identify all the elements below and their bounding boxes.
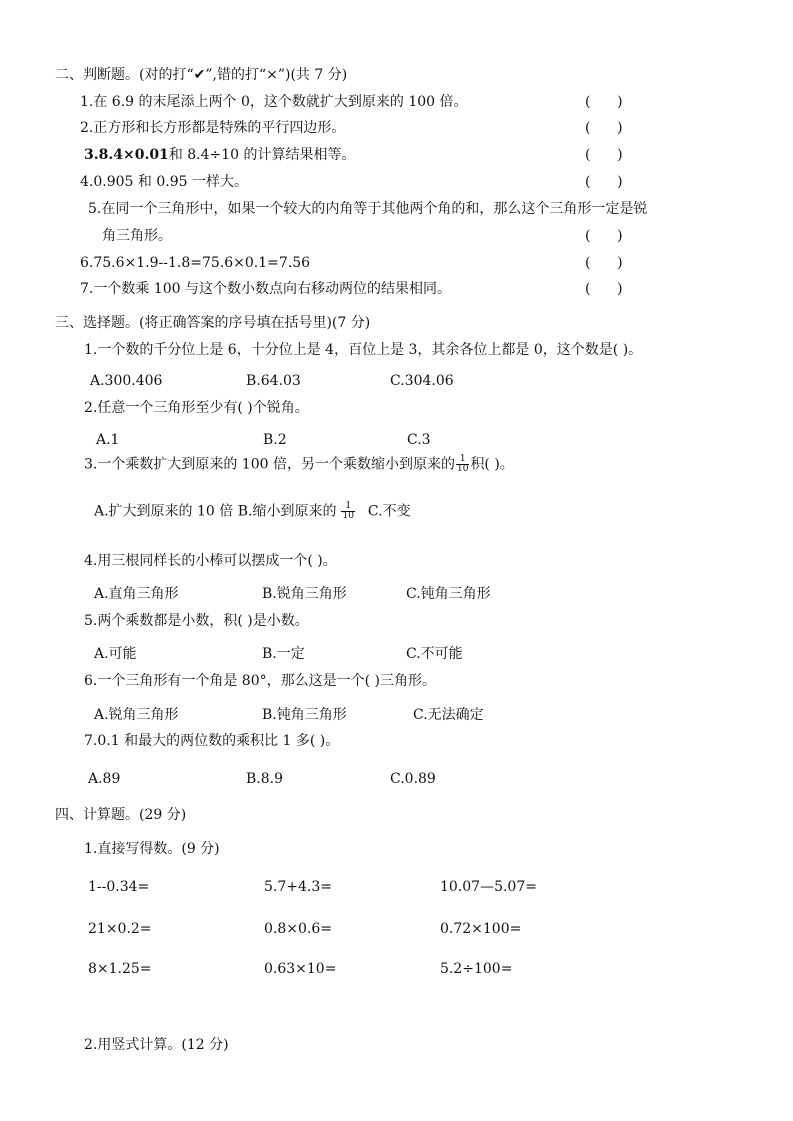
calc-item: 10.07—5.07= [440, 879, 537, 895]
choice-q7-option-b[interactable]: B.8.9 [246, 771, 284, 787]
answer-paren[interactable]: ( ) [585, 120, 623, 136]
judgment-q6: 6.75.6×1.9--1.8=75.6×0.1=7.56 [80, 255, 311, 271]
calc-item: 0.8×0.6= [264, 921, 332, 937]
calc-item: 21×0.2= [88, 921, 152, 937]
choice-q2-option-c[interactable]: C.3 [407, 432, 431, 448]
calc-item: 8×1.25= [88, 961, 152, 977]
choice-q1-option-b[interactable]: B.64.03 [246, 373, 301, 389]
calc-part2-title: 2.用竖式计算。(12 分) [84, 1037, 229, 1053]
judgment-q7: 7.一个数乘 100 与这个数小数点向右移动两位的结果相同。 [80, 281, 451, 297]
choice-q5-option-c[interactable]: C.不可能 [406, 646, 463, 662]
judgment-q4: 4.0.905 和 0.95 一样大。 [80, 174, 248, 190]
answer-paren[interactable]: ( ) [585, 255, 623, 271]
judgment-q2: 2.正方形和长方形都是特殊的平行四边形。 [80, 120, 346, 136]
choice-q5-option-b[interactable]: B.一定 [262, 646, 305, 662]
judgment-q5-line1: 5.在同一个三角形中，如果一个较大的内角等于其他两个角的和，那么这个三角形一定是锐 [88, 201, 648, 217]
section-judgment-title: 二、判断题。(对的打“✔”,错的打“×”)(共 7 分) [55, 67, 348, 83]
answer-paren[interactable]: ( ) [585, 174, 623, 190]
choice-q3-text-end: 积( )。 [470, 456, 514, 473]
choice-q3-text: 3.一个乘数扩大到原来的 100 倍，另一个乘数缩小到原来的 [84, 456, 455, 473]
judgment-q3 [84, 146, 356, 164]
choice-q5-option-a[interactable]: A.可能 [94, 646, 137, 662]
judgment-q5-line2: 角三角形。 [102, 228, 172, 244]
choice-q4-option-b[interactable]: B.锐角三角形 [262, 586, 347, 602]
choice-q4-option-c[interactable]: C.钝角三角形 [406, 586, 491, 602]
fraction-denominator: 10 [456, 464, 469, 474]
choice-q3-option-ab[interactable] [94, 502, 411, 521]
fraction-one-tenth [456, 455, 469, 474]
choice-q6-option-b[interactable]: B.钝角三角形 [262, 707, 347, 723]
fraction-numerator: 1 [341, 502, 354, 512]
choice-q2-option-a[interactable]: A.1 [96, 432, 120, 448]
section-calculation-title: 四、计算题。(29 分) [55, 807, 187, 823]
choice-q7: 7.0.1 和最大的两位数的乘积比 1 多( )。 [84, 733, 340, 749]
calc-item: 1--0.34= [88, 879, 150, 895]
choice-q6-option-c[interactable]: C.无法确定 [413, 707, 484, 723]
judgment-q3-expression: 3.8.4×0.01 [84, 147, 169, 163]
choice-q7-option-c[interactable]: C.0.89 [390, 771, 436, 787]
choice-q6: 6.一个三角形有一个角是 80°，那么这是一个( )三角形。 [84, 673, 436, 689]
calc-item: 5.2÷100= [440, 961, 513, 977]
choice-q1-option-a[interactable]: A.300.406 [90, 373, 163, 389]
judgment-q3-text: 和 8.4÷10 的计算结果相等。 [168, 147, 356, 163]
judgment-q1: 1.在 6.9 的末尾添上两个 0，这个数就扩大到原来的 100 倍。 [80, 94, 468, 110]
section-choice-title: 三、选择题。(将正确答案的序号填在括号里)(7 分) [55, 315, 371, 331]
choice-q7-option-a[interactable]: A.89 [88, 771, 121, 787]
fraction-denominator: 10 [342, 511, 354, 521]
answer-paren[interactable]: ( ) [585, 147, 623, 163]
calc-item: 5.7+4.3= [264, 879, 332, 895]
choice-q3 [84, 455, 514, 474]
choice-q3-option-ab-text: A.扩大到原来的 10 倍 B.缩小到原来的 [94, 503, 337, 520]
choice-q1-option-c[interactable]: C.304.06 [390, 373, 454, 389]
fraction-numerator: 1 [456, 455, 469, 465]
choice-q2: 2.任意一个三角形至少有( )个锐角。 [84, 400, 309, 416]
choice-q1: 1.一个数的千分位上是 6，十分位上是 4，百位上是 3，其余各位上都是 0，这个数是( )。 [84, 342, 643, 358]
calc-part1-title: 1.直接写得数。(9 分) [84, 841, 220, 857]
choice-q6-option-a[interactable]: A.锐角三角形 [94, 707, 179, 723]
fraction-one-tenth [341, 502, 354, 521]
calc-item: 0.72×100= [440, 921, 522, 937]
calc-item: 0.63×10= [264, 961, 337, 977]
answer-paren[interactable]: ( ) [585, 281, 623, 297]
choice-q4: 4.用三根同样长的小棒可以摆成一个( )。 [84, 553, 337, 569]
choice-q3-option-c[interactable]: C.不变 [367, 503, 411, 520]
choice-q5: 5.两个乘数都是小数，积( )是小数。 [84, 613, 309, 629]
choice-q2-option-b[interactable]: B.2 [263, 432, 287, 448]
answer-paren[interactable]: ( ) [585, 94, 623, 110]
choice-q4-option-a[interactable]: A.直角三角形 [94, 586, 179, 602]
answer-paren[interactable]: ( ) [585, 228, 623, 244]
